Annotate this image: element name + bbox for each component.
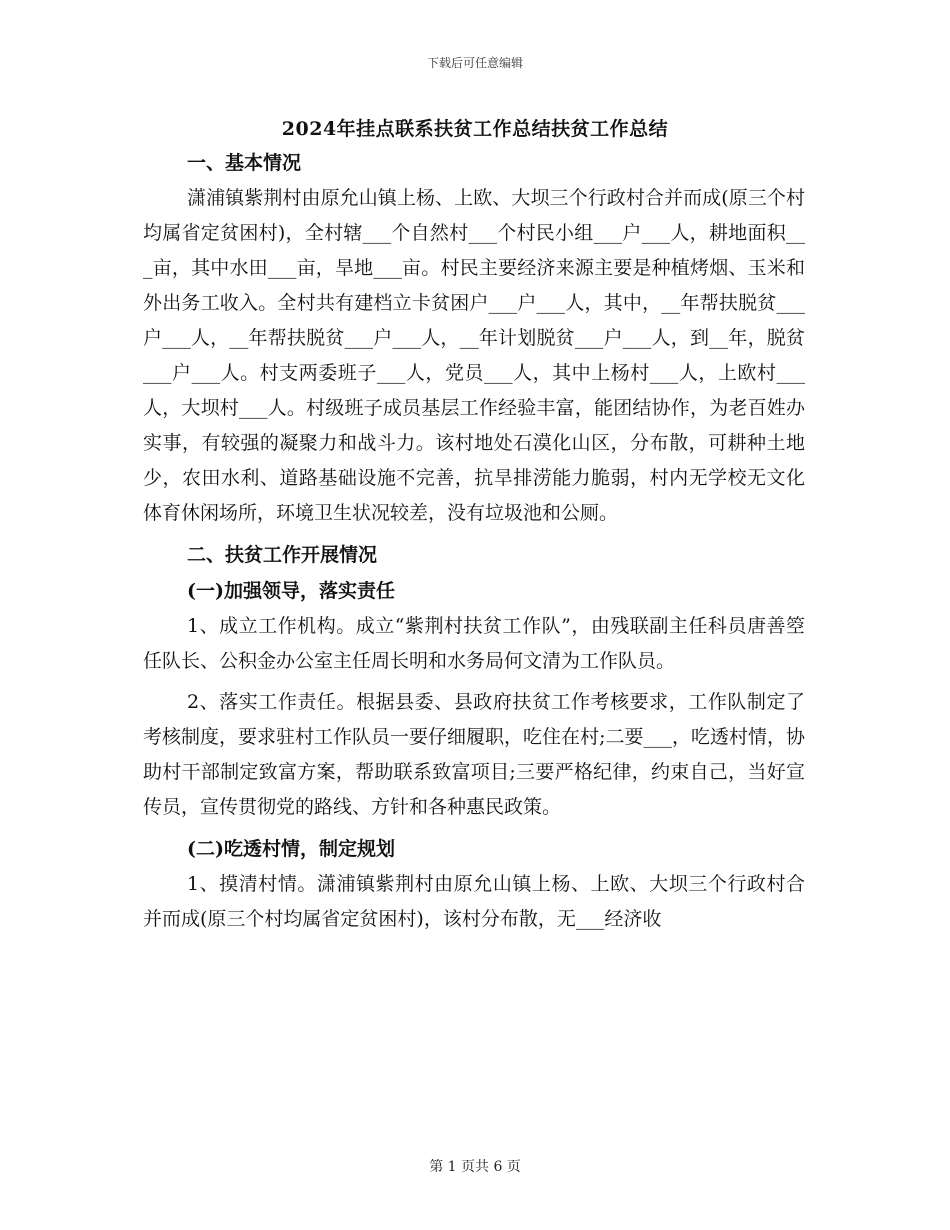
- section-1-heading: 一、基本情况: [187, 152, 302, 174]
- subsection-2-2-paragraph-1: 1、摸清村情。潇浦镇紫荆村由原允山镇上杨、上欧、大坝三个行政村合并而成(原三个村均属省定贫困村)，该村分布散，无___经济收: [143, 873, 805, 930]
- subsection-2-1-paragraph-1: 1、成立工作机构。成立“紫荆村扶贫工作队”，由残联副主任科员唐善箜任队长、公积金办公室主任周长明和水务局何文清为工作队员。: [143, 615, 805, 672]
- subsection-2-2-heading: (二)吃透村情，制定规划: [187, 838, 395, 860]
- section-1-paragraph: 潇浦镇紫荆村由原允山镇上杨、上欧、大坝三个行政村合并而成(原三个村均属省定贫困村)，全村辖___个自然村___个村民小组___户___人，耕地面积___亩，其中水田___亩，旱地___亩。村民主要经济来源主要是种植烤烟、玉米和外出务工收入。全村共有建档立卡贫困户___户___人，其中，__年帮扶脱贫___户___人，__年帮扶脱贫___户___人，__年计划脱贫___户___人，到__年，脱贫___户___人。村支两委班子___人，党员___人，其中上杨村___人，上欧村___人，大坝村___人。村级班子成员基层工作经验丰富，能团结协作，为老百姓办实事，有较强的凝聚力和战斗力。该村地处石漠化山区，分布散，可耕种土地少，农田水利、道路基础设施不完善，抗旱排涝能力脆弱，村内无学校无文化体育休闲场所，环境卫生状况较差，没有垃圾池和公厕。: [143, 187, 805, 524]
- document-body: [143, 145, 805, 937]
- section-2-heading: 二、扶贫工作开展情况: [187, 544, 378, 566]
- subsection-2-1-heading: (一)加强领导，落实责任: [187, 580, 395, 602]
- page-header-note: 下载后可任意编辑: [426, 56, 523, 70]
- page-number: 第 1 页共 6 页: [429, 1159, 521, 1175]
- subsection-2-1-paragraph-2: 2、落实工作责任。根据县委、县政府扶贫工作考核要求，工作队制定了考核制度，要求驻村工作队员一要仔细履职，吃住在村;二要___，吃透村情，协助村干部制定致富方案，帮助联系致富项目;三要严格纪律，约束自己，当好宣传员，宣传贯彻党的路线、方针和各种惠民政策。: [143, 691, 805, 818]
- document-title: 2024年挂点联系扶贫工作总结扶贫工作总结: [281, 118, 669, 140]
